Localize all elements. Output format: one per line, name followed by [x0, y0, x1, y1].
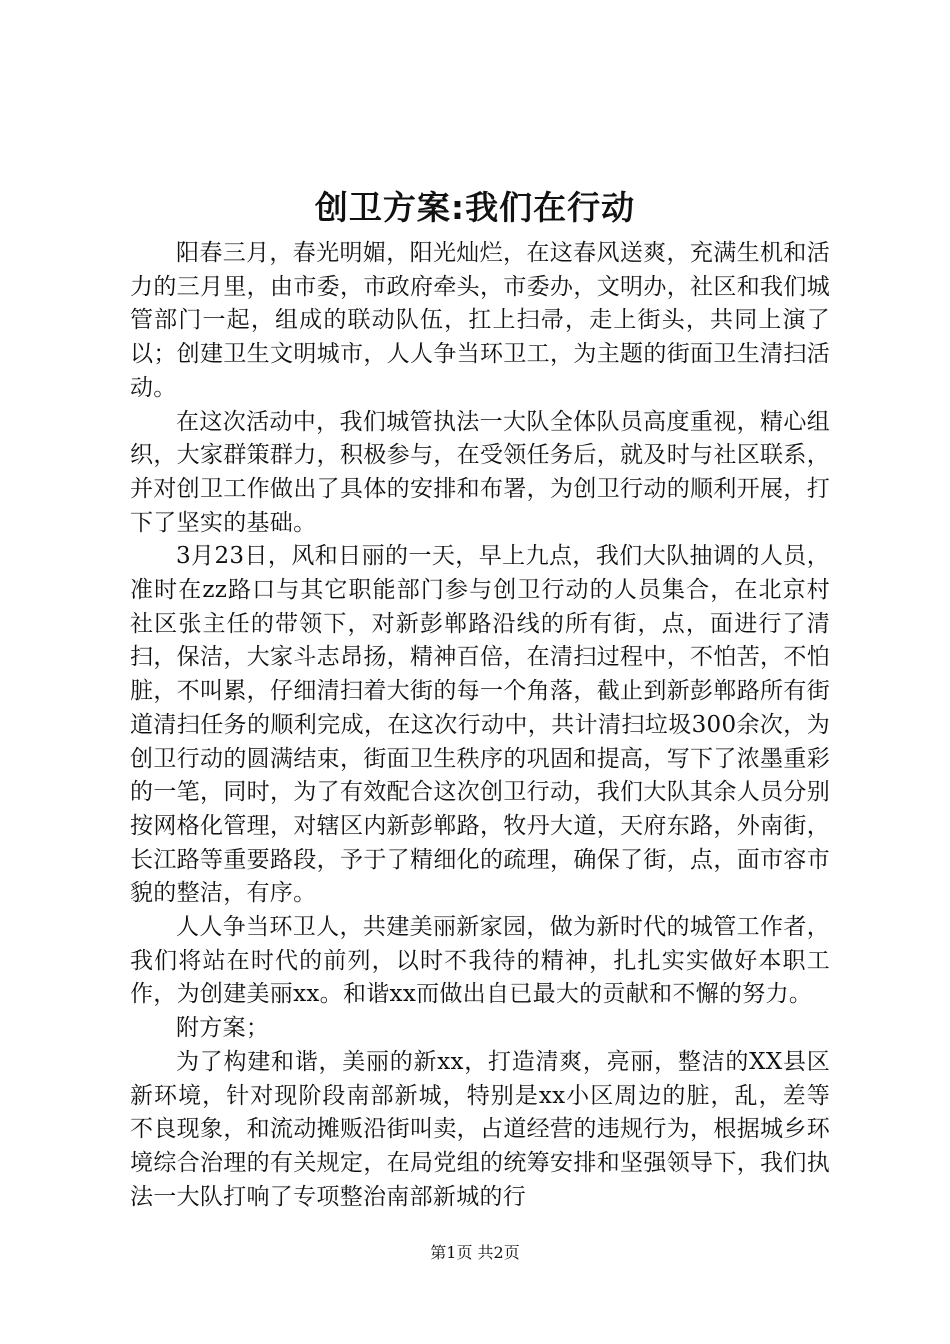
- paragraph: 附方案；: [176, 1015, 270, 1042]
- paragraph: 为了构建和谐，美丽的新xx，打造清爽，亮丽，整洁的XX县区新环境，针对现阶段南部新城，特别是xx小区周边的脏，乱，差等不良现象，和流动摊贩沿街叫卖，占道经营的违规行为，根据城乡环境综合治理的有关规定，在局党组的统筹安排和坚强领导下，我们执法一大队打响了专项整治南部新城的行: [130, 1048, 830, 1210]
- paragraph: 人人争当环卫人，共建美丽新家园，做为新时代的城管工作者，我们将站在时代的前列，以时不我待的精神，扎扎实实做好本职工作，为创建美丽xx。和谐xx而做出自已最大的贡献和不懈的努力。: [130, 914, 830, 1008]
- document-title: 创卫方案:我们在行动: [314, 188, 636, 227]
- paragraph: 阳春三月，春光明媚，阳光灿烂，在这春风送爽，充满生机和活力的三月里，由市委，市政府牵头，市委办，文明办，社区和我们城管部门一起，组成的联动队伍，扛上扫帚，走上街头，共同上演了以；创建卫生文明城市，人人争当环卫工，为主题的街面卫生清扫活动。: [130, 240, 830, 401]
- paragraph: 3月23日，风和日丽的一天，早上九点，我们大队抽调的人员，准时在zz路口与其它职能部门参与创卫行动的人员集合，在北京村社区张主任的带领下，对新彭郸路沿线的所有街，点，面进行了清扫，保洁，大家斗志昂扬，精神百倍，在清扫过程中，不怕苦，不怕脏，不叫累，仔细清扫着大街的每一个角落，截止到新彭郸路所有街道清扫任务的顺利完成，在这次行动中，共计清扫垃圾300余次，为创卫行动的圆满结束，街面卫生秩序的巩固和提高，写下了浓墨重彩的一笔，同时，为了有效配合这次创卫行动，我们大队其余人员分别按网格化管理，对辖区内新彭郸路，牧丹大道，天府东路，外南街，长江路等重要路段，予于了精细化的疏理，确保了街，点，面市容市貌的整洁，有序。: [130, 543, 830, 907]
- paragraph: 在这次活动中，我们城管执法一大队全体队员高度重视，精心组织，大家群策群力，积极参与，在受领任务后，就及时与社区联系，并对创卫工作做出了具体的安排和布署，为创卫行动的顺利开展，打下了坚实的基础。: [130, 408, 830, 536]
- page-footer: 第1页 共2页: [430, 1243, 520, 1262]
- document-body: [130, 237, 830, 1214]
